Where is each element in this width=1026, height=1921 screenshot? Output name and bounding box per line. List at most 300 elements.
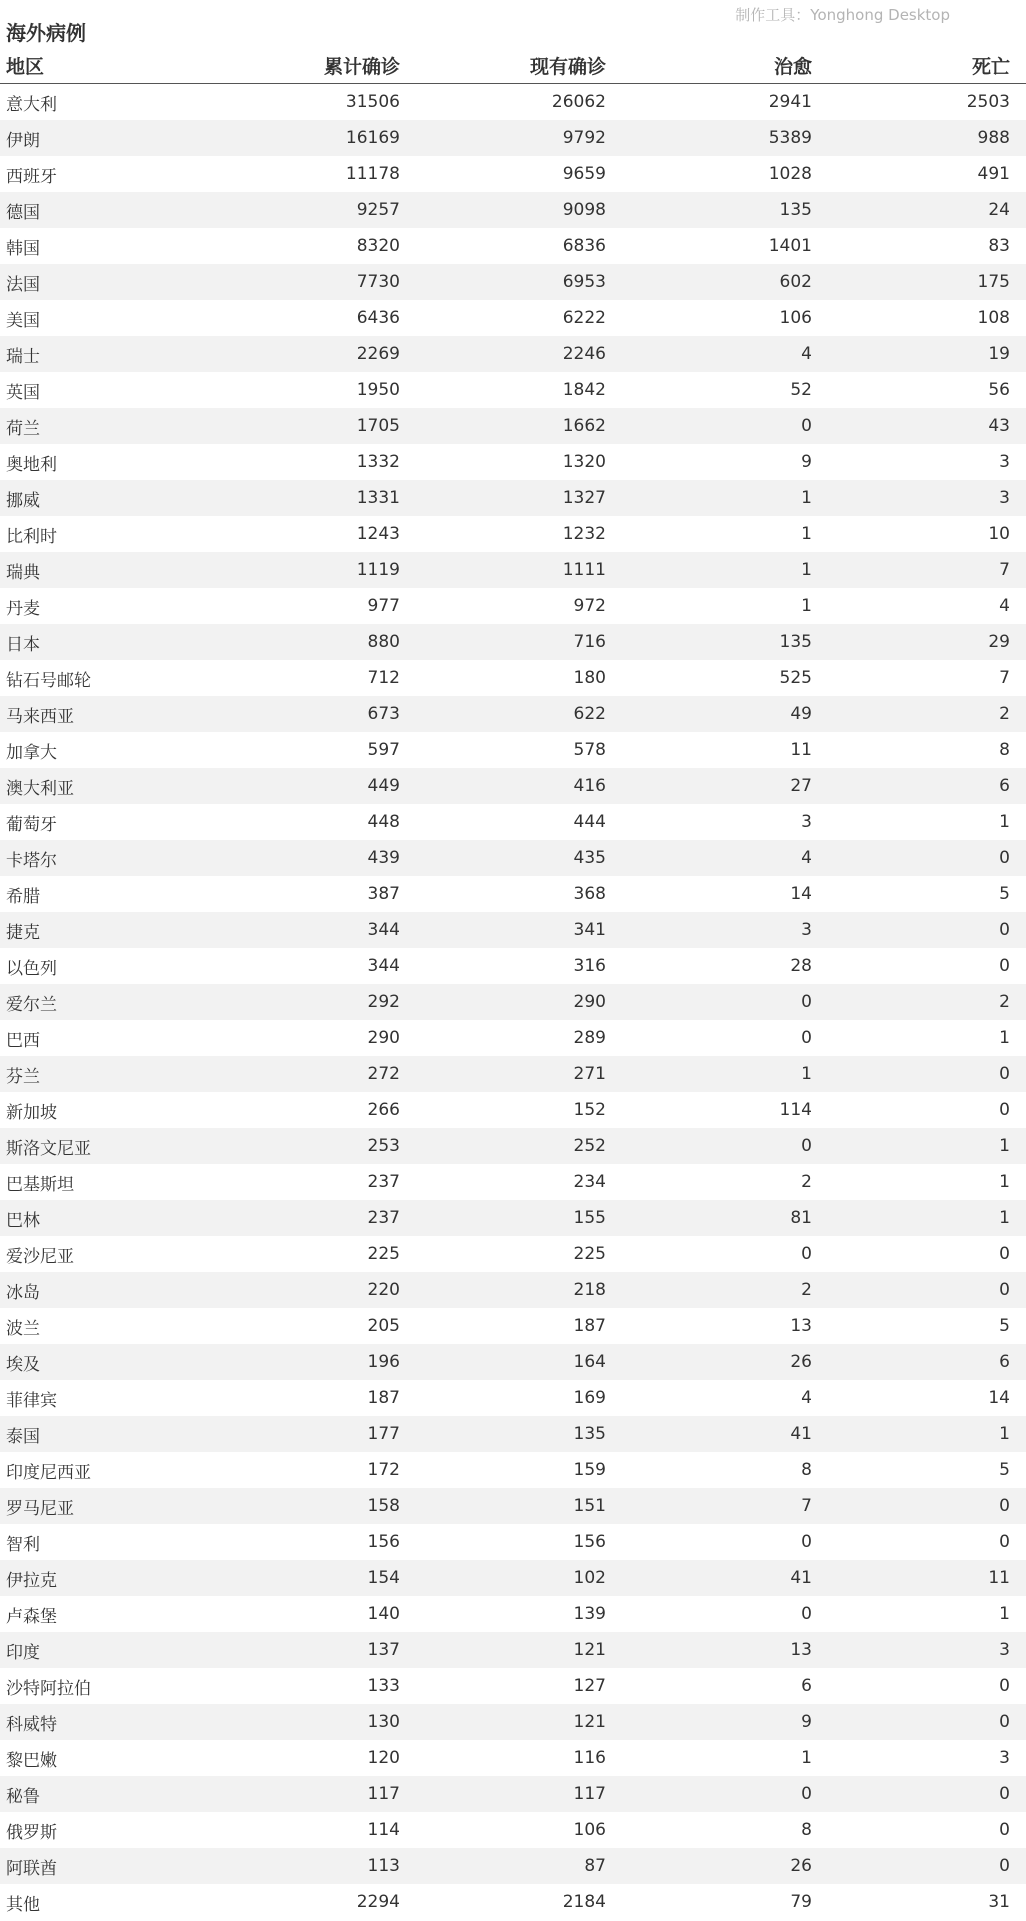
table-row (0, 804, 1026, 840)
cell-region: 伊拉克 (6, 1570, 57, 1591)
cell-total-confirmed: 130 (367, 1712, 400, 1732)
cell-cured: 8 (801, 1460, 812, 1480)
cell-total-confirmed: 220 (367, 1280, 400, 1300)
cell-active-confirmed: 234 (573, 1172, 606, 1192)
cell-region: 葡萄牙 (6, 814, 57, 835)
table-row (0, 1236, 1026, 1272)
cell-active-confirmed: 151 (573, 1496, 606, 1516)
table-row (0, 624, 1026, 660)
cell-region: 其他 (6, 1894, 40, 1915)
cell-active-confirmed: 9098 (562, 200, 606, 220)
cell-region: 瑞典 (6, 562, 40, 583)
table-row (0, 444, 1026, 480)
cell-active-confirmed: 972 (573, 596, 606, 616)
cell-active-confirmed: 252 (573, 1136, 606, 1156)
cell-region: 钻石号邮轮 (6, 670, 91, 691)
cell-region: 澳大利亚 (6, 778, 74, 799)
cell-total-confirmed: 225 (367, 1244, 400, 1264)
cell-deaths: 108 (977, 308, 1010, 328)
cell-region: 挪威 (6, 490, 40, 511)
cell-cured: 41 (790, 1568, 812, 1588)
cell-deaths: 2 (999, 992, 1010, 1012)
cell-total-confirmed: 117 (367, 1784, 400, 1804)
cell-cured: 14 (790, 884, 812, 904)
table-row (0, 1596, 1026, 1632)
cell-region: 比利时 (6, 526, 57, 547)
cell-total-confirmed: 266 (367, 1100, 400, 1120)
cell-region: 俄罗斯 (6, 1822, 57, 1843)
cell-deaths: 11 (988, 1568, 1010, 1588)
table-row (0, 192, 1026, 228)
cell-cured: 6 (801, 1676, 812, 1696)
cell-total-confirmed: 2294 (356, 1892, 400, 1912)
cell-active-confirmed: 435 (573, 848, 606, 868)
table-row (0, 1884, 1026, 1920)
cell-active-confirmed: 121 (573, 1640, 606, 1660)
cell-total-confirmed: 290 (367, 1028, 400, 1048)
cell-region: 卢森堡 (6, 1606, 57, 1627)
cell-region: 日本 (6, 634, 40, 655)
cell-region: 丹麦 (6, 598, 40, 619)
cell-region: 泰国 (6, 1426, 40, 1447)
cell-deaths: 24 (988, 200, 1010, 220)
cell-total-confirmed: 31506 (345, 92, 400, 112)
cell-total-confirmed: 1950 (356, 380, 400, 400)
table-row (0, 1380, 1026, 1416)
cell-deaths: 4 (999, 596, 1010, 616)
cell-region: 奥地利 (6, 454, 57, 475)
table-row (0, 408, 1026, 444)
cell-active-confirmed: 1327 (562, 488, 606, 508)
cell-cured: 52 (790, 380, 812, 400)
cell-region: 冰岛 (6, 1282, 40, 1303)
cell-cured: 27 (790, 776, 812, 796)
cell-active-confirmed: 156 (573, 1532, 606, 1552)
cell-deaths: 1 (999, 1208, 1010, 1228)
cell-total-confirmed: 237 (367, 1208, 400, 1228)
cell-total-confirmed: 449 (367, 776, 400, 796)
cell-total-confirmed: 140 (367, 1604, 400, 1624)
cell-deaths: 10 (988, 524, 1010, 544)
cell-deaths: 491 (977, 164, 1010, 184)
cell-active-confirmed: 87 (584, 1856, 606, 1876)
cell-cured: 0 (801, 1244, 812, 1264)
cell-total-confirmed: 137 (367, 1640, 400, 1660)
cell-active-confirmed: 127 (573, 1676, 606, 1696)
cell-total-confirmed: 6436 (356, 308, 400, 328)
cell-cured: 3 (801, 920, 812, 940)
cell-region: 新加坡 (6, 1102, 57, 1123)
cell-region: 英国 (6, 382, 40, 403)
cell-deaths: 1 (999, 1424, 1010, 1444)
cell-total-confirmed: 237 (367, 1172, 400, 1192)
header-deaths[interactable]: 死亡 (971, 56, 1010, 78)
cell-cured: 135 (779, 200, 812, 220)
cell-active-confirmed: 218 (573, 1280, 606, 1300)
cell-cured: 26 (790, 1856, 812, 1876)
cell-region: 菲律宾 (6, 1390, 57, 1411)
cell-deaths: 3 (999, 1640, 1010, 1660)
cell-total-confirmed: 172 (367, 1460, 400, 1480)
cell-active-confirmed: 139 (573, 1604, 606, 1624)
cell-cured: 0 (801, 1784, 812, 1804)
header-cured[interactable]: 治愈 (773, 56, 812, 78)
cell-cured: 28 (790, 956, 812, 976)
cell-total-confirmed: 253 (367, 1136, 400, 1156)
cell-deaths: 1 (999, 812, 1010, 832)
cell-deaths: 0 (999, 1712, 1010, 1732)
cell-active-confirmed: 622 (573, 704, 606, 724)
cell-deaths: 1 (999, 1172, 1010, 1192)
table-row (0, 372, 1026, 408)
cell-active-confirmed: 341 (573, 920, 606, 940)
cell-cured: 602 (779, 272, 812, 292)
cell-deaths: 3 (999, 452, 1010, 472)
cell-deaths: 0 (999, 1856, 1010, 1876)
cell-deaths: 29 (988, 632, 1010, 652)
cell-cured: 525 (779, 668, 812, 688)
cell-cured: 1 (801, 488, 812, 508)
cell-total-confirmed: 1331 (356, 488, 400, 508)
cell-cured: 0 (801, 1136, 812, 1156)
cell-total-confirmed: 154 (367, 1568, 400, 1588)
cell-deaths: 83 (988, 236, 1010, 256)
table-row (0, 1020, 1026, 1056)
cell-region: 波兰 (6, 1318, 40, 1339)
cell-active-confirmed: 135 (573, 1424, 606, 1444)
cell-active-confirmed: 121 (573, 1712, 606, 1732)
cell-active-confirmed: 6953 (562, 272, 606, 292)
cell-total-confirmed: 387 (367, 884, 400, 904)
table-row (0, 1272, 1026, 1308)
cell-cured: 4 (801, 1388, 812, 1408)
credit-text: 制作工具：Yonghong Desktop (735, 6, 950, 24)
table-row (0, 84, 1026, 120)
cell-active-confirmed: 155 (573, 1208, 606, 1228)
table-row (0, 1344, 1026, 1380)
cell-region: 沙特阿拉伯 (6, 1678, 91, 1699)
table-row (0, 588, 1026, 624)
cell-deaths: 0 (999, 1280, 1010, 1300)
cell-cured: 1 (801, 596, 812, 616)
cell-region: 罗马尼亚 (6, 1498, 74, 1519)
cell-active-confirmed: 117 (573, 1784, 606, 1804)
cell-active-confirmed: 159 (573, 1460, 606, 1480)
cell-deaths: 43 (988, 416, 1010, 436)
cell-total-confirmed: 11178 (345, 164, 400, 184)
cell-active-confirmed: 116 (573, 1748, 606, 1768)
cell-total-confirmed: 673 (367, 704, 400, 724)
cell-active-confirmed: 1842 (562, 380, 606, 400)
cell-active-confirmed: 290 (573, 992, 606, 1012)
cell-deaths: 2503 (966, 92, 1010, 112)
cell-cured: 0 (801, 416, 812, 436)
cell-cured: 2 (801, 1172, 812, 1192)
cell-total-confirmed: 120 (367, 1748, 400, 1768)
cell-region: 巴基斯坦 (6, 1174, 74, 1195)
cell-total-confirmed: 1705 (356, 416, 400, 436)
cell-region: 加拿大 (6, 742, 57, 763)
cell-region: 秘鲁 (6, 1786, 40, 1807)
cell-region: 美国 (6, 310, 40, 331)
cell-total-confirmed: 1332 (356, 452, 400, 472)
table-row (0, 1812, 1026, 1848)
cell-total-confirmed: 9257 (356, 200, 400, 220)
cell-region: 黎巴嫩 (6, 1750, 57, 1771)
cell-active-confirmed: 1232 (562, 524, 606, 544)
cell-active-confirmed: 578 (573, 740, 606, 760)
table-row (0, 1848, 1026, 1884)
cell-deaths: 56 (988, 380, 1010, 400)
cell-cured: 0 (801, 1028, 812, 1048)
cell-active-confirmed: 716 (573, 632, 606, 652)
header-active-confirmed[interactable]: 现有确诊 (529, 56, 606, 78)
cell-cured: 2941 (768, 92, 812, 112)
cell-region: 瑞士 (6, 346, 40, 367)
cell-deaths: 5 (999, 1316, 1010, 1336)
cell-total-confirmed: 177 (367, 1424, 400, 1444)
cell-active-confirmed: 271 (573, 1064, 606, 1084)
table-title: 海外病例 (6, 21, 86, 45)
cell-region: 西班牙 (6, 166, 57, 187)
cell-total-confirmed: 114 (367, 1820, 400, 1840)
table-row (0, 1560, 1026, 1596)
cell-region: 德国 (6, 202, 40, 223)
cell-region: 荷兰 (6, 418, 40, 439)
cell-cured: 81 (790, 1208, 812, 1228)
cell-deaths: 7 (999, 560, 1010, 580)
cell-active-confirmed: 164 (573, 1352, 606, 1372)
cell-deaths: 5 (999, 1460, 1010, 1480)
table-row (0, 1416, 1026, 1452)
table-row (0, 1632, 1026, 1668)
cell-active-confirmed: 26062 (551, 92, 606, 112)
cell-active-confirmed: 368 (573, 884, 606, 904)
cell-cured: 7 (801, 1496, 812, 1516)
cell-deaths: 0 (999, 1064, 1010, 1084)
table-row (0, 264, 1026, 300)
cell-region: 印度尼西亚 (6, 1462, 91, 1483)
table-row (0, 228, 1026, 264)
cell-total-confirmed: 344 (367, 920, 400, 940)
cell-total-confirmed: 597 (367, 740, 400, 760)
table-row (0, 696, 1026, 732)
cell-region: 巴林 (6, 1210, 40, 1231)
table-row (0, 1452, 1026, 1488)
cell-total-confirmed: 205 (367, 1316, 400, 1336)
table-row (0, 1668, 1026, 1704)
table-row (0, 1704, 1026, 1740)
cell-cured: 1 (801, 1064, 812, 1084)
cell-total-confirmed: 439 (367, 848, 400, 868)
cell-total-confirmed: 133 (367, 1676, 400, 1696)
cell-cured: 41 (790, 1424, 812, 1444)
cell-cured: 0 (801, 1604, 812, 1624)
cell-deaths: 0 (999, 920, 1010, 940)
cell-active-confirmed: 225 (573, 1244, 606, 1264)
cell-active-confirmed: 6222 (562, 308, 606, 328)
table-row (0, 1164, 1026, 1200)
cell-active-confirmed: 152 (573, 1100, 606, 1120)
cell-active-confirmed: 106 (573, 1820, 606, 1840)
cell-region: 巴西 (6, 1030, 40, 1051)
cell-cured: 4 (801, 848, 812, 868)
cell-deaths: 1 (999, 1028, 1010, 1048)
cell-cured: 1 (801, 1748, 812, 1768)
cell-total-confirmed: 344 (367, 956, 400, 976)
cell-cured: 1028 (768, 164, 812, 184)
cell-active-confirmed: 169 (573, 1388, 606, 1408)
cell-cured: 49 (790, 704, 812, 724)
cell-total-confirmed: 16169 (345, 128, 400, 148)
cell-active-confirmed: 180 (573, 668, 606, 688)
cell-active-confirmed: 416 (573, 776, 606, 796)
cell-region: 韩国 (6, 238, 40, 259)
table-body (0, 84, 1026, 1920)
cell-region: 爱尔兰 (6, 994, 57, 1015)
cell-cured: 9 (801, 452, 812, 472)
cell-region: 芬兰 (6, 1066, 40, 1087)
header-total-confirmed[interactable]: 累计确诊 (323, 56, 400, 78)
table-row (0, 732, 1026, 768)
cell-cured: 13 (790, 1316, 812, 1336)
cell-deaths: 0 (999, 1496, 1010, 1516)
cell-total-confirmed: 977 (367, 596, 400, 616)
table-row (0, 948, 1026, 984)
cell-total-confirmed: 1119 (356, 560, 400, 580)
cell-deaths: 988 (977, 128, 1010, 148)
cell-deaths: 0 (999, 1676, 1010, 1696)
cell-region: 科威特 (6, 1714, 57, 1735)
cell-total-confirmed: 113 (367, 1856, 400, 1876)
cell-active-confirmed: 2246 (562, 344, 606, 364)
cell-deaths: 8 (999, 740, 1010, 760)
table-row (0, 768, 1026, 804)
cell-total-confirmed: 8320 (356, 236, 400, 256)
table-row (0, 876, 1026, 912)
cell-total-confirmed: 292 (367, 992, 400, 1012)
table-row (0, 660, 1026, 696)
table-row (0, 1776, 1026, 1812)
cell-cured: 3 (801, 812, 812, 832)
cell-total-confirmed: 1243 (356, 524, 400, 544)
cell-deaths: 19 (988, 344, 1010, 364)
table-row (0, 912, 1026, 948)
cell-active-confirmed: 9659 (562, 164, 606, 184)
cell-deaths: 0 (999, 1820, 1010, 1840)
table-row (0, 516, 1026, 552)
cell-active-confirmed: 1662 (562, 416, 606, 436)
cell-region: 以色列 (6, 958, 57, 979)
table-row (0, 480, 1026, 516)
table-row (0, 1128, 1026, 1164)
table-row (0, 552, 1026, 588)
cell-deaths: 1 (999, 1604, 1010, 1624)
cell-deaths: 3 (999, 488, 1010, 508)
cell-deaths: 6 (999, 776, 1010, 796)
cell-region: 伊朗 (6, 130, 40, 151)
table-row (0, 1740, 1026, 1776)
cell-cured: 114 (779, 1100, 812, 1120)
table-row (0, 300, 1026, 336)
cases-table (0, 48, 1026, 1920)
cell-cured: 11 (790, 740, 812, 760)
cell-region: 希腊 (6, 886, 40, 907)
cell-active-confirmed: 1111 (562, 560, 606, 580)
cell-deaths: 0 (999, 1100, 1010, 1120)
cell-region: 爱沙尼亚 (6, 1246, 74, 1267)
cell-region: 马来西亚 (6, 706, 74, 727)
cell-cured: 1401 (768, 236, 812, 256)
cell-total-confirmed: 2269 (356, 344, 400, 364)
cell-total-confirmed: 448 (367, 812, 400, 832)
table-row (0, 1488, 1026, 1524)
cell-deaths: 1 (999, 1136, 1010, 1156)
cell-active-confirmed: 6836 (562, 236, 606, 256)
cell-cured: 0 (801, 992, 812, 1012)
cell-region: 意大利 (6, 94, 57, 115)
cell-deaths: 0 (999, 1784, 1010, 1804)
header-region[interactable]: 地区 (6, 56, 45, 78)
cell-deaths: 7 (999, 668, 1010, 688)
cell-deaths: 14 (988, 1388, 1010, 1408)
cell-active-confirmed: 2184 (562, 1892, 606, 1912)
cell-active-confirmed: 102 (573, 1568, 606, 1588)
cell-deaths: 2 (999, 704, 1010, 724)
cell-deaths: 0 (999, 848, 1010, 868)
cell-total-confirmed: 196 (367, 1352, 400, 1372)
cell-deaths: 6 (999, 1352, 1010, 1372)
cell-region: 法国 (6, 274, 40, 295)
cell-region: 埃及 (6, 1354, 40, 1375)
cell-cured: 1 (801, 524, 812, 544)
cell-active-confirmed: 316 (573, 956, 606, 976)
cell-cured: 5389 (768, 128, 812, 148)
cell-total-confirmed: 712 (367, 668, 400, 688)
table-row (0, 1056, 1026, 1092)
table-row (0, 120, 1026, 156)
cell-region: 斯洛文尼亚 (6, 1138, 91, 1159)
cell-cured: 2 (801, 1280, 812, 1300)
cell-deaths: 3 (999, 1748, 1010, 1768)
table-row (0, 1524, 1026, 1560)
cell-cured: 13 (790, 1640, 812, 1660)
table-header (0, 48, 1026, 84)
table-row (0, 1308, 1026, 1344)
cell-cured: 0 (801, 1532, 812, 1552)
cell-total-confirmed: 880 (367, 632, 400, 652)
cell-active-confirmed: 289 (573, 1028, 606, 1048)
cell-deaths: 0 (999, 1532, 1010, 1552)
cell-region: 阿联酋 (6, 1858, 57, 1879)
cell-total-confirmed: 187 (367, 1388, 400, 1408)
table-row (0, 1200, 1026, 1236)
cell-cured: 1 (801, 560, 812, 580)
cell-region: 智利 (6, 1534, 40, 1555)
cell-total-confirmed: 156 (367, 1532, 400, 1552)
cell-cured: 79 (790, 1892, 812, 1912)
cell-deaths: 5 (999, 884, 1010, 904)
table-row (0, 984, 1026, 1020)
table-row (0, 156, 1026, 192)
cell-active-confirmed: 1320 (562, 452, 606, 472)
cell-cured: 135 (779, 632, 812, 652)
cell-cured: 8 (801, 1820, 812, 1840)
cell-active-confirmed: 9792 (562, 128, 606, 148)
cell-deaths: 0 (999, 956, 1010, 976)
cell-total-confirmed: 158 (367, 1496, 400, 1516)
table-row (0, 336, 1026, 372)
